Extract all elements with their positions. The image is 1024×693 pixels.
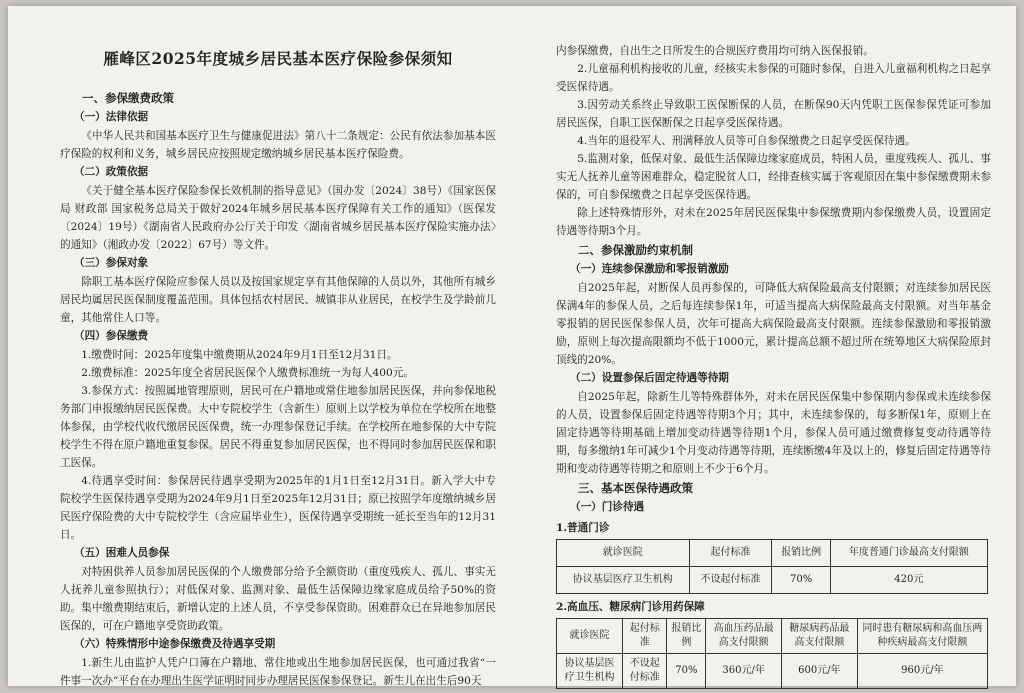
subsection-heading: （三）参保对象 [74, 257, 149, 269]
paragraph: 1.新生儿由监护人凭户口簿在户籍地、常住地或出生地参加居民医保，也可通过我省“一件事一次办”平台在办理出生医学证明时同步办理居民医保参保登记。新生儿在出生后90天 [60, 657, 496, 687]
outpatient-table [556, 539, 988, 594]
paragraph: 自2025年起，除新生儿等特殊群体外，对未在居民医保集中参保期内参保或未连续参保的人员，设置参保后固定待遇等待期3个月；其中，未连续参保的，每多断保1年，原则上在固定待遇等待期基础上增加变动待遇等待期1个月，参保人员可通过缴费修复变动待遇等待期，每多缴纳1年可减少1个月变动待遇等待期，连续断缴4年及以上的，修复后固定待遇等待期和变动待遇等待期之和原则上不少于6个月。 [556, 391, 991, 475]
paragraph: 内参保缴费，自出生之日所发生的合规医疗费用均可纳入医保报销。 [556, 45, 874, 57]
table-header-cell: 同时患有糖尿病和高血压两种疾病最高支付限额 [857, 619, 987, 654]
paragraph: 除上述特殊情形外，对未在2025年居民医保集中参保缴费期内参保缴费人员，设置固定待遇等待期3个月。 [556, 207, 991, 237]
table-cell: 70% [667, 654, 706, 689]
table-header-cell: 报销比例 [667, 619, 706, 654]
table-heading: 1.普通门诊 [556, 522, 610, 534]
paragraph: 除职工基本医疗保险应参保人员以及按国家规定享有其他保障的人员以外，其他所有城乡居民均属居民医保制度覆盖范围。具体包括农村居民、城镇非从业居民，在校学生及学龄前儿童，其他常住人口等。 [60, 276, 496, 324]
document-title: 雁峰区2025年度城乡居民基本医疗保险参保须知 [103, 49, 453, 68]
document-page [8, 6, 1016, 686]
table-row [557, 567, 988, 594]
paragraph: 2.缴费标准：2025年度全省居民医保个人缴费标准统一为每人400元。 [81, 367, 414, 379]
subsection-heading: （六）特殊情形中途参保缴费及待遇享受期 [74, 638, 276, 650]
paragraph: 2.儿童福利机构接收的儿童，经核实未参保的可随时参保，自进入儿童福利机构之日起享受医保待遇。 [556, 63, 991, 93]
table-cell: 600元/年 [782, 654, 858, 689]
paragraph: 对特困供养人员参加居民医保的个人缴费部分给予全额资助（重度残疾人、孤儿、事实无人抚养儿童参照执行）；对低保对象、监测对象、最低生活保障边缘家庭成员给予50%的资助。集中缴费期结束后，新增认定的上述人员，不享受参保资助。困难群众已在异地参加居民医保的，可在户籍地享受资助政策。 [60, 566, 496, 632]
table-header-cell: 糖尿病药品最高支付限额 [782, 619, 858, 654]
subsection-heading: （二）政策依据 [74, 166, 149, 178]
paragraph: 4.当年的退役军人、刑满释放人员等可自参保缴费之日起享受医保待遇。 [577, 135, 916, 147]
table-cell: 960元/年 [857, 654, 987, 689]
table-cell: 360元/年 [706, 654, 782, 689]
table-header-row [557, 540, 988, 567]
subsection-heading: （二）设置参保后固定待遇等待期 [570, 372, 729, 384]
table-cell: 70% [772, 567, 830, 594]
subsection-heading: （一）门诊待遇 [570, 501, 645, 513]
table-heading: 2.高血压、糖尿病门诊用药保障 [556, 601, 705, 613]
paragraph: 自2025年起，对断保人员再参保的，可降低大病保险最高支付限额；对连续参加居民医保满4年的参保人员，之后每连续参保1年，可适当提高大病保险最高支付限额。对当年基金零报销的居民医保参保人员，次年可提高大病保险最高支付限额。连续参保激励和零报销激励，原则上每次提高限额均不低于1000元，累计提高总额不超过所在统筹地区大病保险原封顶线的20%。 [556, 282, 991, 366]
subsection-heading: （一）法律依据 [74, 111, 149, 123]
paragraph: 3.因劳动关系终止导致职工医保断保的人员，在断保90天内凭职工医保参保凭证可参加居民医保，自职工医保断保之日起享受医保待遇。 [556, 99, 991, 129]
table-header-cell: 就诊医院 [557, 540, 690, 567]
paragraph: 5.监测对象，低保对象、最低生活保障边缘家庭成员，特困人员，重度残疾人、孤儿、事实无人抚养儿童等困难群众，稳定脱贫人口，经排查核实属于客观原因在集中参保缴费期未参保的，可自参保缴费之日起享受医保待遇。 [556, 153, 991, 201]
right-column [556, 42, 991, 693]
section-heading: 三、基本医保待遇政策 [578, 481, 693, 495]
table-cell: 不设起付标准 [623, 654, 667, 689]
paragraph: 《中华人民共和国基本医疗卫生与健康促进法》第八十二条规定：公民有依法参加基本医疗保险的权利和义务，城乡居民应按照规定缴纳城乡居民基本医疗保险费。 [60, 130, 496, 160]
paragraph: 《关于健全基本医疗保险参保长效机制的指导意见》（国办发〔2024〕38号）《国家医保局 财政部 国家税务总局关于做好2024年城乡居民基本医疗保障有关工作的通知》（医保发〔2024〕19号）《湖南省人民政府办公厅关于印发〈湖南省城乡居民基本医疗保险实施办法〉的通知》（湘政办发〔2022〕67号）等文件。 [60, 185, 496, 251]
paragraph: 4.待遇享受时间：参保居民待遇享受期为2025年的1月1日至12月31日。新入学大中专院校学生医保待遇享受期为2024年9月1日至2025年12月31日；原已按照学年度缴纳城乡居民医疗保险费的大中专院校学生（含应届毕业生），医保待遇享受期统一延长至当年的12月31日。 [60, 475, 496, 541]
table-header-cell: 年度普通门诊最高支付限额 [830, 540, 987, 567]
table-header-row [557, 619, 988, 654]
section-heading: 二、参保激励约束机制 [578, 243, 693, 257]
table-cell: 协议基层医疗卫生机构 [557, 654, 623, 689]
left-column [60, 50, 496, 690]
subsection-heading: （一）连续参保激励和零报销激励 [570, 263, 729, 275]
table-cell: 420元 [830, 567, 987, 594]
table-header-cell: 报销比例 [772, 540, 830, 567]
table-cell: 不设起付标准 [689, 567, 772, 594]
section-heading: 一、参保缴费政策 [82, 91, 174, 105]
table-row [557, 654, 988, 689]
table-header-cell: 就诊医院 [557, 619, 623, 654]
chronic-disease-table [556, 618, 988, 689]
table-header-cell: 起付标准 [623, 619, 667, 654]
table-header-cell: 高血压药品最高支付限额 [706, 619, 782, 654]
subsection-heading: （五）困难人员参保 [74, 547, 170, 559]
subsection-heading: （四）参保缴费 [74, 330, 149, 342]
paragraph: 3.参保方式：按照属地管理原则，居民可在户籍地或常住地参加居民医保，并向参保地税务部门申报缴纳居民医保费。大中专院校学生（含新生）原则上以学校为单位在学校所在地整体参保，由学校代收代缴居民医保费，统一办理参保登记手续。在学校所在地参保的大中专院校学生不得在原户籍地重复参保。居民不得重复参加居民医保，也不得同时参加居民医保和职工医保。 [60, 385, 496, 469]
table-cell: 协议基层医疗卫生机构 [557, 567, 690, 594]
paragraph: 1.缴费时间：2025年度集中缴费期从2024年9月1日至12月31日。 [81, 349, 398, 361]
table-header-cell: 起付标准 [689, 540, 772, 567]
